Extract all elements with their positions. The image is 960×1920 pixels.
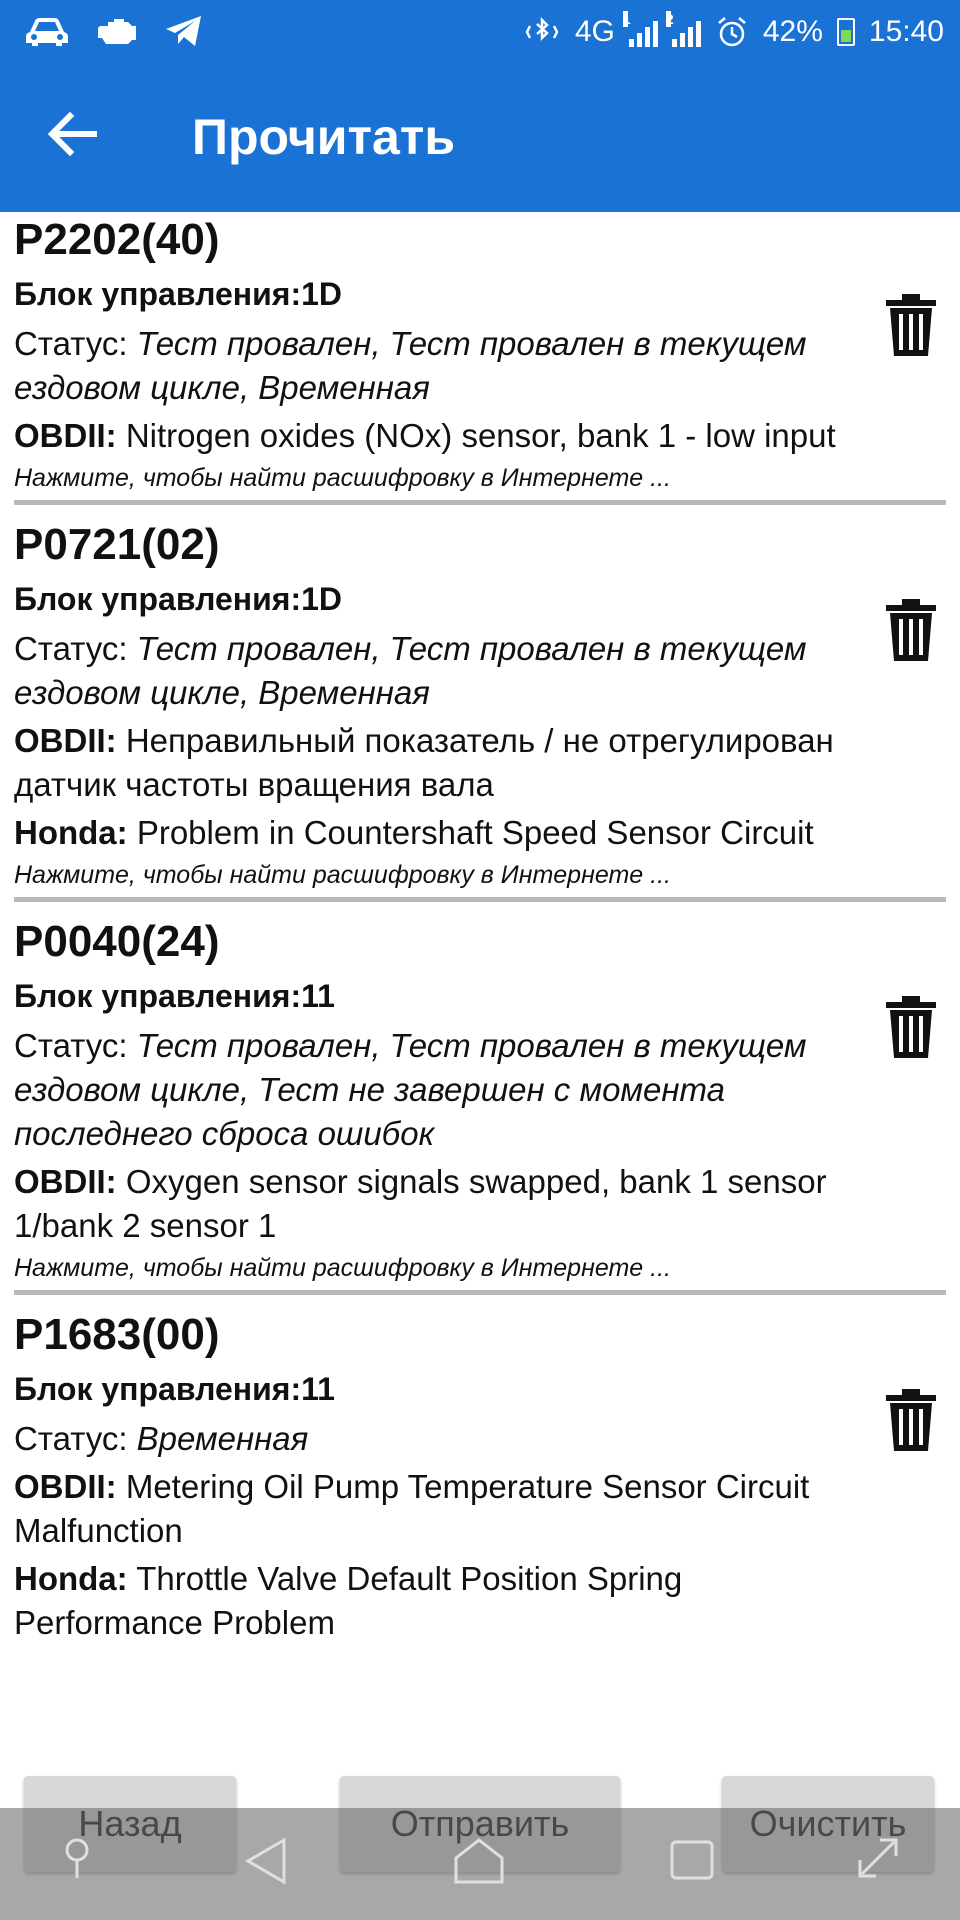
control-unit: Блок управления:11 [14, 1371, 335, 1407]
car-icon [24, 14, 70, 48]
dtc-list [0, 212, 960, 1728]
dtc-item[interactable] [0, 517, 960, 902]
clock: 15:40 [868, 15, 944, 48]
nav-home-icon[interactable] [452, 1836, 506, 1886]
system-indicators [523, 0, 944, 64]
obd-description: OBDII: Неправильный показатель / не отрегулирован датчик частоты вращения вала [14, 722, 834, 803]
obd-description: OBDII: Oxygen sensor signals swapped, bank 1 sensor 1/bank 2 sensor 1 [14, 1163, 827, 1244]
dtc-item[interactable] [0, 212, 960, 505]
delete-trash-icon[interactable] [884, 1387, 938, 1453]
signal-sim2-icon: 2 [672, 17, 701, 47]
control-unit: Блок управления:1D [14, 276, 343, 312]
obd-description: OBDII: Nitrogen oxides (NOx) sensor, bank 1 - low input [14, 417, 836, 454]
dtc-status: Статус: Тест провален, Тест провален в текущем ездовом цикле, Временная [14, 630, 807, 711]
divider [14, 1290, 946, 1295]
notification-icons [24, 14, 204, 48]
search-hint-link[interactable]: Нажмите, чтобы найти расшифровку в Интернете ... [14, 861, 671, 889]
delete-trash-icon[interactable] [884, 597, 938, 663]
app-bar [0, 64, 960, 212]
engine-icon [94, 14, 140, 48]
dtc-status: Статус: Тест провален, Тест провален в текущем ездовом цикле, Временная [14, 325, 807, 406]
alarm-icon [715, 15, 749, 49]
dtc-status: Статус: Временная [14, 1420, 309, 1457]
system-nav-bar [0, 1808, 960, 1920]
nav-recents-icon[interactable] [668, 1836, 716, 1882]
bluetooth-vibrate-icon [523, 15, 561, 49]
dtc-status: Статус: Тест провален, Тест провален в текущем ездовом цикле, Тест не завершен с момента последнего сброса ошибок [14, 1027, 807, 1152]
maker-description: Honda: Problem in Countershaft Speed Sensor Circuit [14, 814, 814, 851]
delete-trash-icon[interactable] [884, 292, 938, 358]
dtc-code: P0721(02) [14, 520, 220, 569]
status-bar [0, 0, 960, 64]
battery-icon [837, 18, 855, 46]
pin-icon[interactable] [62, 1836, 92, 1880]
dtc-item[interactable] [0, 914, 960, 1295]
divider [14, 897, 946, 902]
dtc-code: P0040(24) [14, 917, 220, 966]
telegram-icon [164, 14, 204, 48]
dtc-code: P2202(40) [14, 215, 220, 264]
dtc-item[interactable] [0, 1307, 960, 1645]
control-unit: Блок управления:11 [14, 978, 335, 1014]
battery-percent: 42% [762, 15, 823, 48]
control-unit: Блок управления:1D [14, 581, 343, 617]
back-arrow-icon[interactable] [44, 104, 104, 164]
nav-back-icon[interactable] [244, 1836, 288, 1886]
maker-description: Honda: Throttle Valve Default Position Spring Performance Problem [14, 1560, 683, 1641]
signal-sim1-icon: 1 [629, 17, 658, 47]
obd-description: OBDII: Metering Oil Pump Temperature Sensor Circuit Malfunction [14, 1468, 810, 1549]
search-hint-link[interactable]: Нажмите, чтобы найти расшифровку в Интернете ... [14, 1254, 671, 1282]
dtc-code: P1683(00) [14, 1310, 220, 1359]
expand-icon[interactable] [856, 1836, 900, 1880]
page-title: Прочитать [192, 109, 456, 165]
network-type: 4G [574, 15, 615, 48]
divider [14, 500, 946, 505]
search-hint-link[interactable]: Нажмите, чтобы найти расшифровку в Интернете ... [14, 464, 671, 492]
delete-trash-icon[interactable] [884, 994, 938, 1060]
